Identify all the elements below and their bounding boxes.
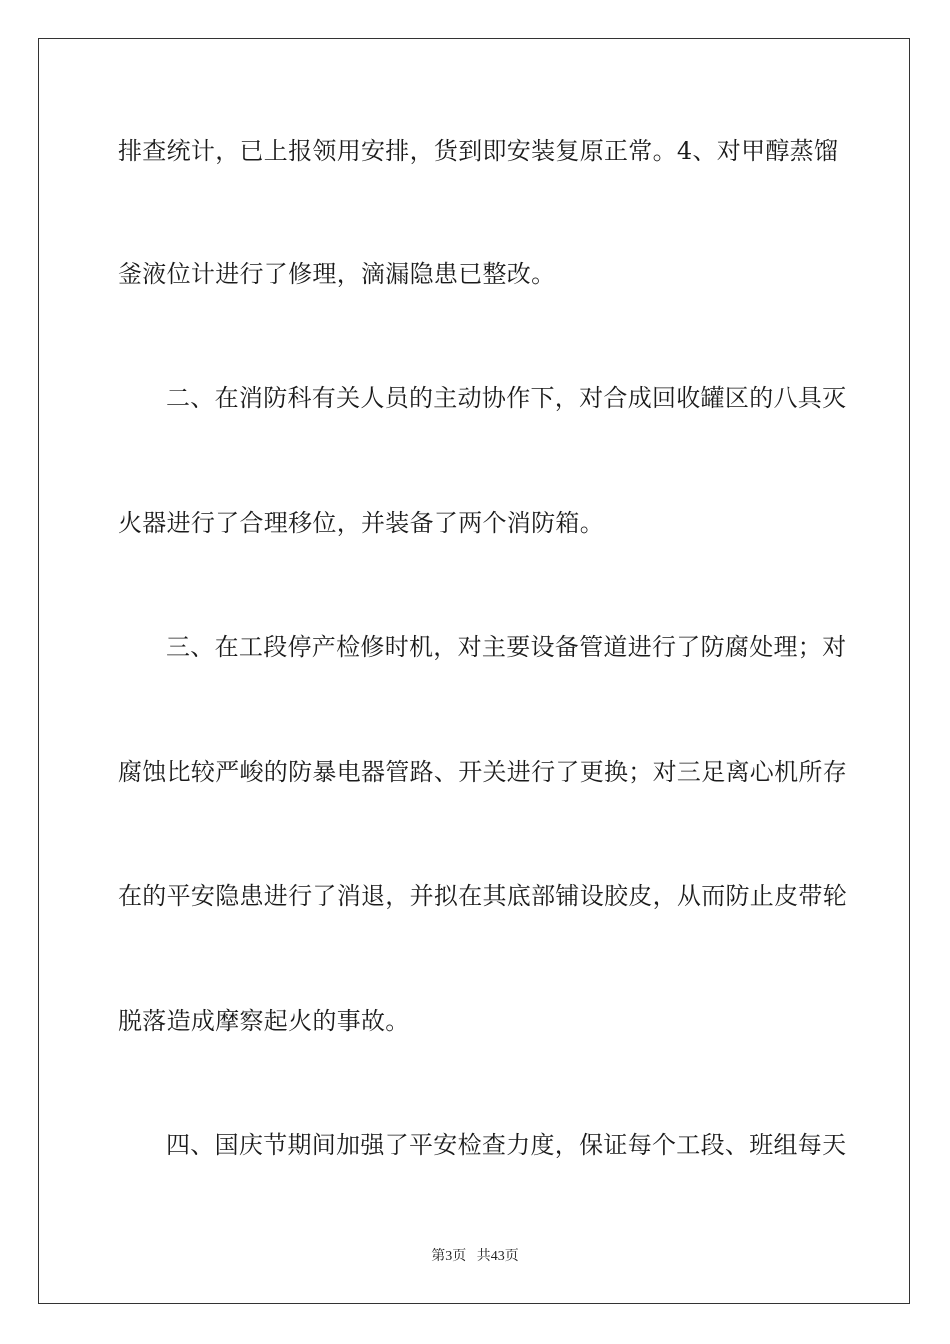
text-line-2: 釜液位计进行了修理，滴漏隐患已整改。: [118, 260, 556, 288]
page-total: 共43页: [476, 1249, 519, 1264]
page-number: 第3页: [431, 1249, 467, 1264]
paragraph-4-line-1: 四、国庆节期间加强了平安检查力度，保证每个工段、班组每天: [166, 1131, 847, 1159]
paragraph-3-line-3: 在的平安隐患进行了消退，并拟在其底部铺设胶皮，从而防止皮带轮: [118, 882, 847, 910]
paragraph-3-line-1: 三、在工段停产检修时机，对主要设备管道进行了防腐处理；对: [166, 633, 847, 661]
paragraph-2-line-1: 二、在消防科有关人员的主动协作下，对合成回收罐区的八具灭: [166, 384, 847, 412]
paragraph-3-line-4: 脱落造成摩察起火的事故。: [118, 1007, 410, 1035]
page-footer: [0, 1247, 950, 1267]
page-border: [38, 38, 910, 1304]
paragraph-2-line-2: 火器进行了合理移位，并装备了两个消防箱。: [118, 509, 604, 537]
text-line-1: 排查统计，已上报领用安排，货到即安装复原正常。4、对甲醇蒸馏: [118, 137, 839, 165]
paragraph-3-line-2: 腐蚀比较严峻的防暴电器管路、开关进行了更换；对三足离心机所存: [118, 758, 847, 786]
